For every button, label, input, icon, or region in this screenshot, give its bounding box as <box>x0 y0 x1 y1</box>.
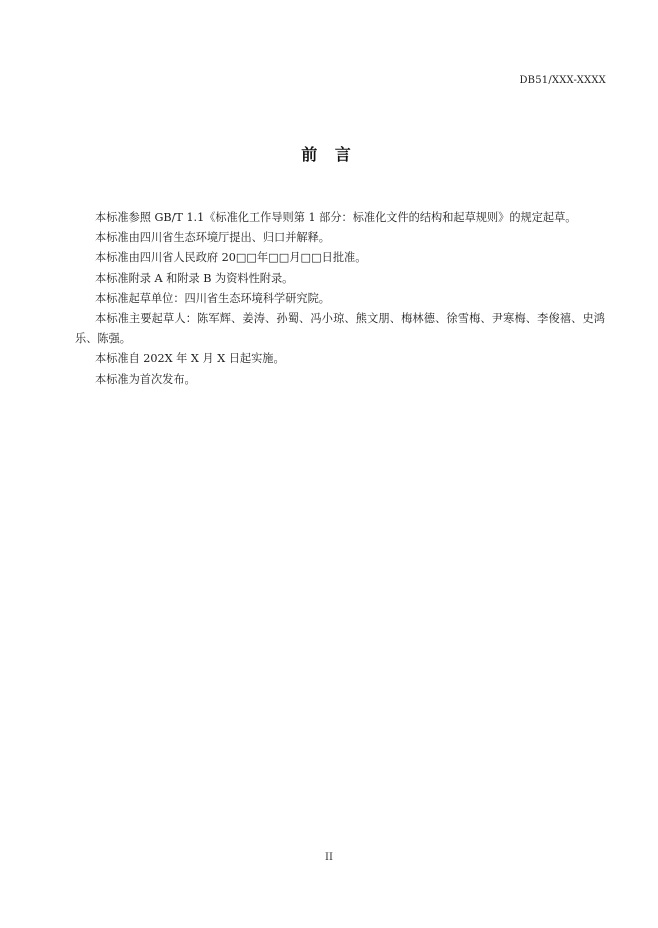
foreword-body <box>75 208 605 390</box>
paragraph-first-release: 本标准为首次发布。 <box>95 372 196 386</box>
document-code: DB51/XXX-XXXX <box>519 75 606 86</box>
paragraph-drafting-unit: 本标准起草单位：四川省生态环境科学研究院。 <box>95 291 330 305</box>
paragraph-effective-date: 本标准自 202X 年 X 月 X 日起实施。 <box>95 352 285 366</box>
page-title: 前 言 <box>301 145 357 164</box>
paragraph-proposer: 本标准由四川省生态环境厅提出、归口并解释。 <box>95 231 330 245</box>
paragraph-approval: 本标准由四川省人民政府 20□□年□□月□□日批准。 <box>95 251 367 265</box>
paragraph-drafters: 本标准主要起草人：陈军辉、姜涛、孙蜀、冯小琼、熊文朋、梅林德、徐雪梅、尹寒梅、李俊禧、史鸿乐、陈强。 <box>75 312 605 346</box>
paragraph-appendix: 本标准附录 A 和附录 B 为资料性附录。 <box>95 271 294 285</box>
paragraph-reference: 本标准参照 GB/T 1.1《标准化工作导则第 1 部分：标准化文件的结构和起草规则》的规定起草。 <box>95 211 577 224</box>
page-number: II <box>325 852 333 863</box>
